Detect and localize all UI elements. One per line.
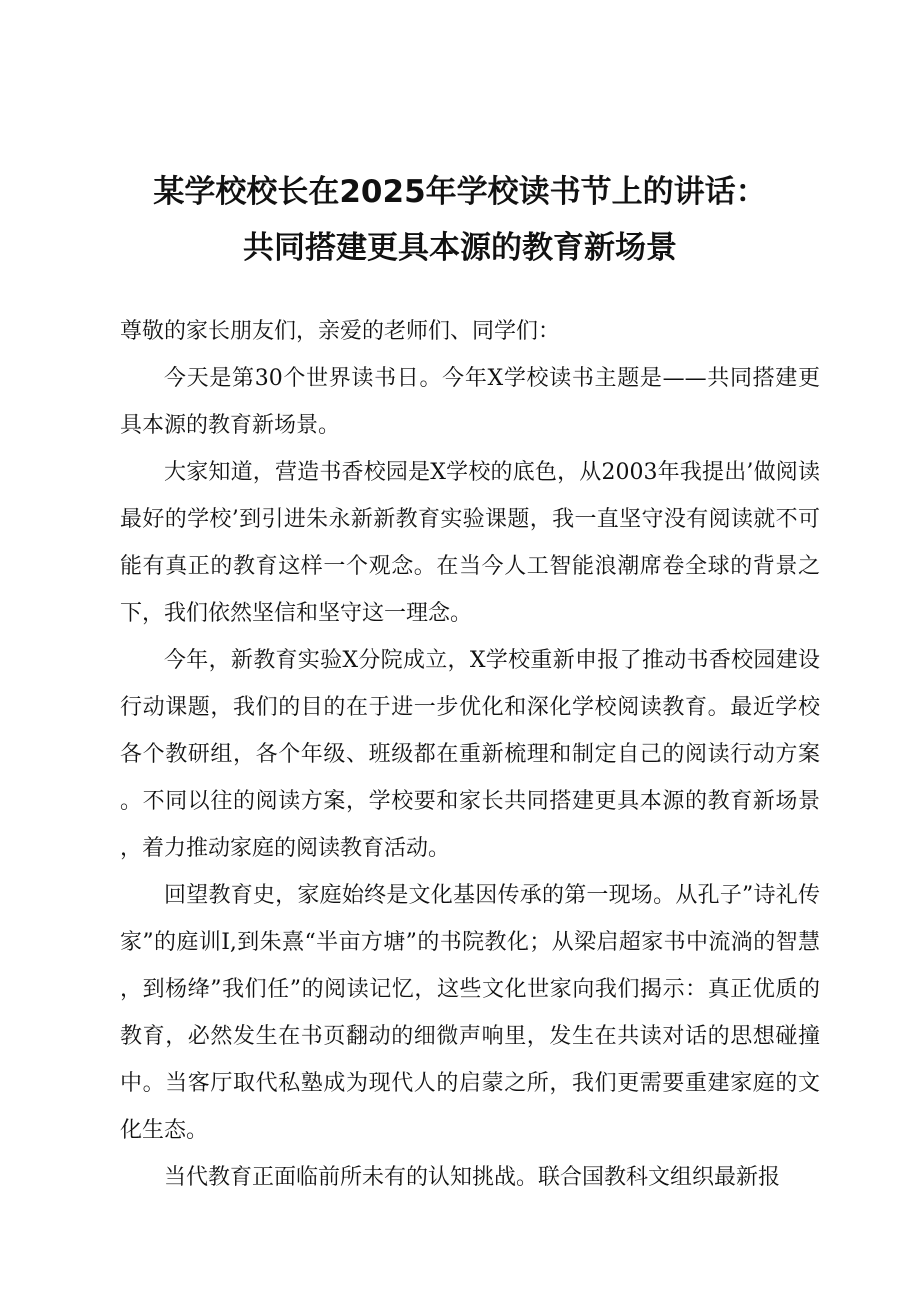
paragraph-5: 当代教育正面临前所未有的认知挑战。联合国教科文组织最新报 [164,1165,781,1190]
paragraph-2: 大家知道，营造书香校园是X学校的底色，从2003年我提出’做阅读最好的学校’到引进朱永新新教育实验课题，我一直坚守没有阅读就不可能有真正的教育这样一个观念。在当今人工智能浪潮席卷全球的背景之下，我们依然坚信和坚守这一理念。 [120,460,820,626]
paragraph-3: 今年，新教育实验X分院成立，X学校重新申报了推动书香校园建设行动课题，我们的目的在于进一步优化和深化学校阅读教育。最近学校各个教研组，各个年级、班级都在重新梳理和制定自己的阅读行动方案。不同以往的阅读方案，学校要和家长共同搭建更具本源的教育新场景，着力推动家庭的阅读教育活动。 [120,648,820,861]
paragraph-1: 今天是第30个世界读书日。今年X学校读书主题是——共同搭建更具本源的教育新场景。 [120,366,820,438]
salutation: 尊敬的家长朋友们，亲爱的老师们、同学们： [120,319,561,344]
document-body [120,308,820,1201]
document-title-line-2: 共同搭建更具本源的教育新场景 [243,230,677,266]
paragraph-4: 回望教育史，家庭始终是文化基因传承的第一现场。从孔子”诗礼传家”的庭训I,到朱熹“半亩方塘”的书院教化；从梁启超家书中流淌的智慧，到杨绛”我们任”的阅读记忆，这些文化世家向我们揭示：真正优质的教育，必然发生在书页翻动的细微声响里，发生在共读对话的思想碰撞中。当客厅取代私塾成为现代人的启蒙之所，我们更需要重建家庭的文化生态。 [120,883,820,1143]
document-title-line-1: 某学校校长在2025年学校读书节上的讲话： [153,174,767,210]
